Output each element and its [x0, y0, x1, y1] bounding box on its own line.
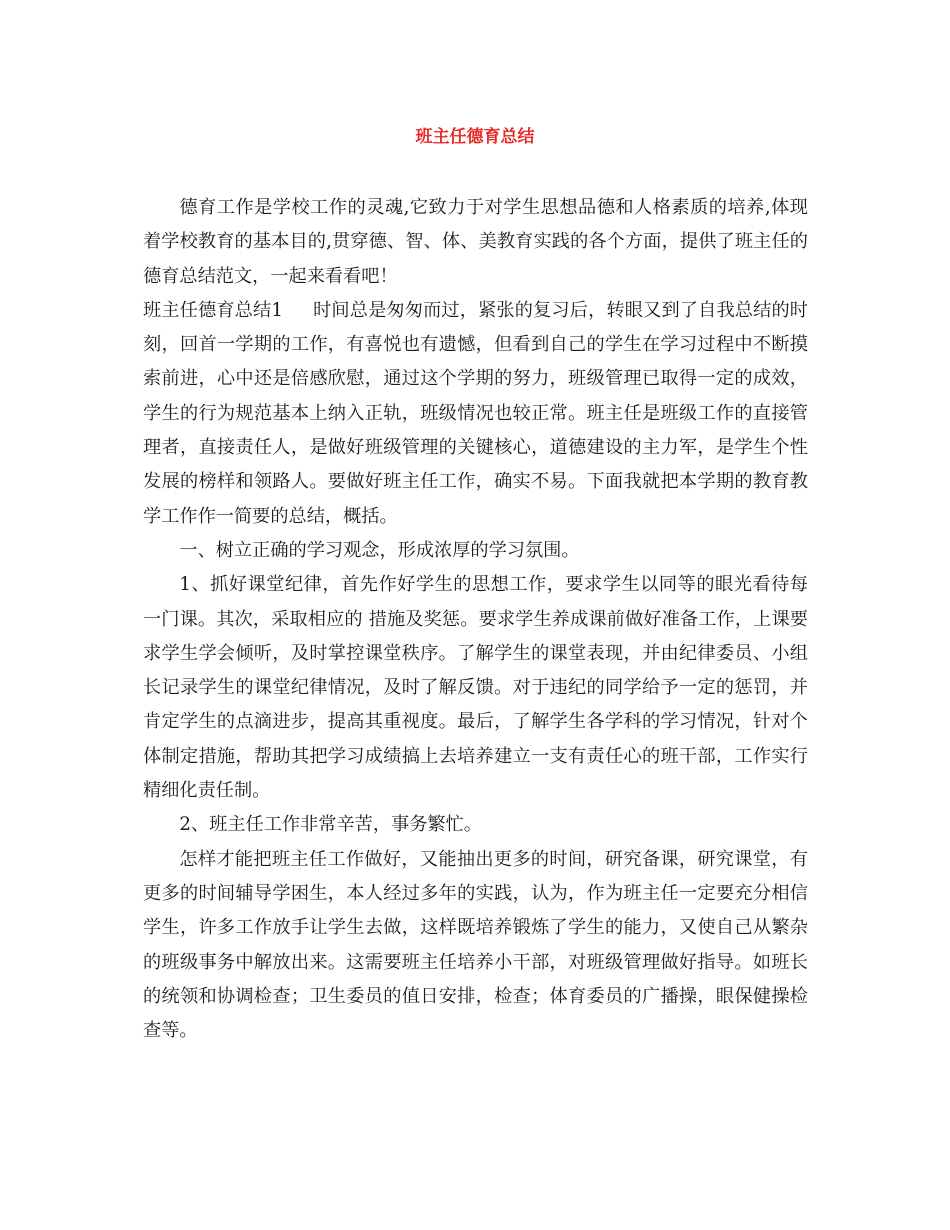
section-label: 班主任德育总结1 — [143, 299, 283, 321]
paragraph-1: 1、抓好课堂纪律，首先作好学生的思想工作，要求学生以同等的眼光看待每一门课。其次，采取相应的 措施及奖惩。要求学生养成课前做好准备工作，上课要求学生学会倾听，及时掌控课堂秩序。了解学生的课堂表现，并由纪律委员、小组长记录学生的课堂纪律情况，及时了解反馈。对于违纪的同学给予一定的惩罚，并肯定学生的点滴进步，提高其重视度。最后，了解学生各学科的学习情况，针对个体制定措施，帮助其把学习成绩搞上去培养建立一支有责任心的班干部，工作实行精细化责任制。 — [143, 574, 808, 802]
section-paragraph — [143, 294, 808, 534]
paragraph-3: 怎样才能把班主任工作做好，又能抽出更多的时间，研究备课，研究课堂，有更多的时间辅导学困生，本人经过多年的实践，认为，作为班主任一定要充分相信学生，许多工作放手让学生去做，这样既培养锻炼了学生的能力，又使自己从繁杂的班级事务中解放出来。这需要班主任培养小干部，对班级管理做好指导。如班长的统领和协调检查；卫生委员的值日安排，检查；体育委员的广播操，眼保健操检查等。 — [143, 848, 808, 1042]
document-body — [143, 191, 808, 1048]
document-title: 班主任德育总结 — [415, 127, 535, 147]
intro-paragraph: 德育工作是学校工作的灵魂,它致力于对学生思想品德和人格素质的培养,体现着学校教育的基本目的,贯穿德、智、体、美教育实践的各个方面，提供了班主任的德育总结范文，一起来看看吧！ — [143, 197, 808, 287]
heading-1: 一、树立正确的学习观念，形成浓厚的学习氛围。 — [179, 539, 580, 561]
paragraph-2: 2、班主任工作非常辛苦，事务繁忙。 — [179, 814, 482, 836]
section-text: 时间总是匆匆而过，紧张的复习后，转眼又到了自我总结的时刻，回首一学期的工作，有喜悦也有遗憾，但看到自己的学生在学习过程中不断摸索前进，心中还是倍感欣慰，通过这个学期的努力，班级管理已取得一定的成效，学生的行为规范基本上纳入正轨，班级情况也较正常。班主任是班级工作的直接管理者，直接责任人，是做好班级管理的关键核心，道德建设的主力军，是学生个性发展的榜样和领路人。要做好班主任工作，确实不易。下面我就把本学期的教育教学工作作一简要的总结，概括。 — [143, 299, 808, 527]
